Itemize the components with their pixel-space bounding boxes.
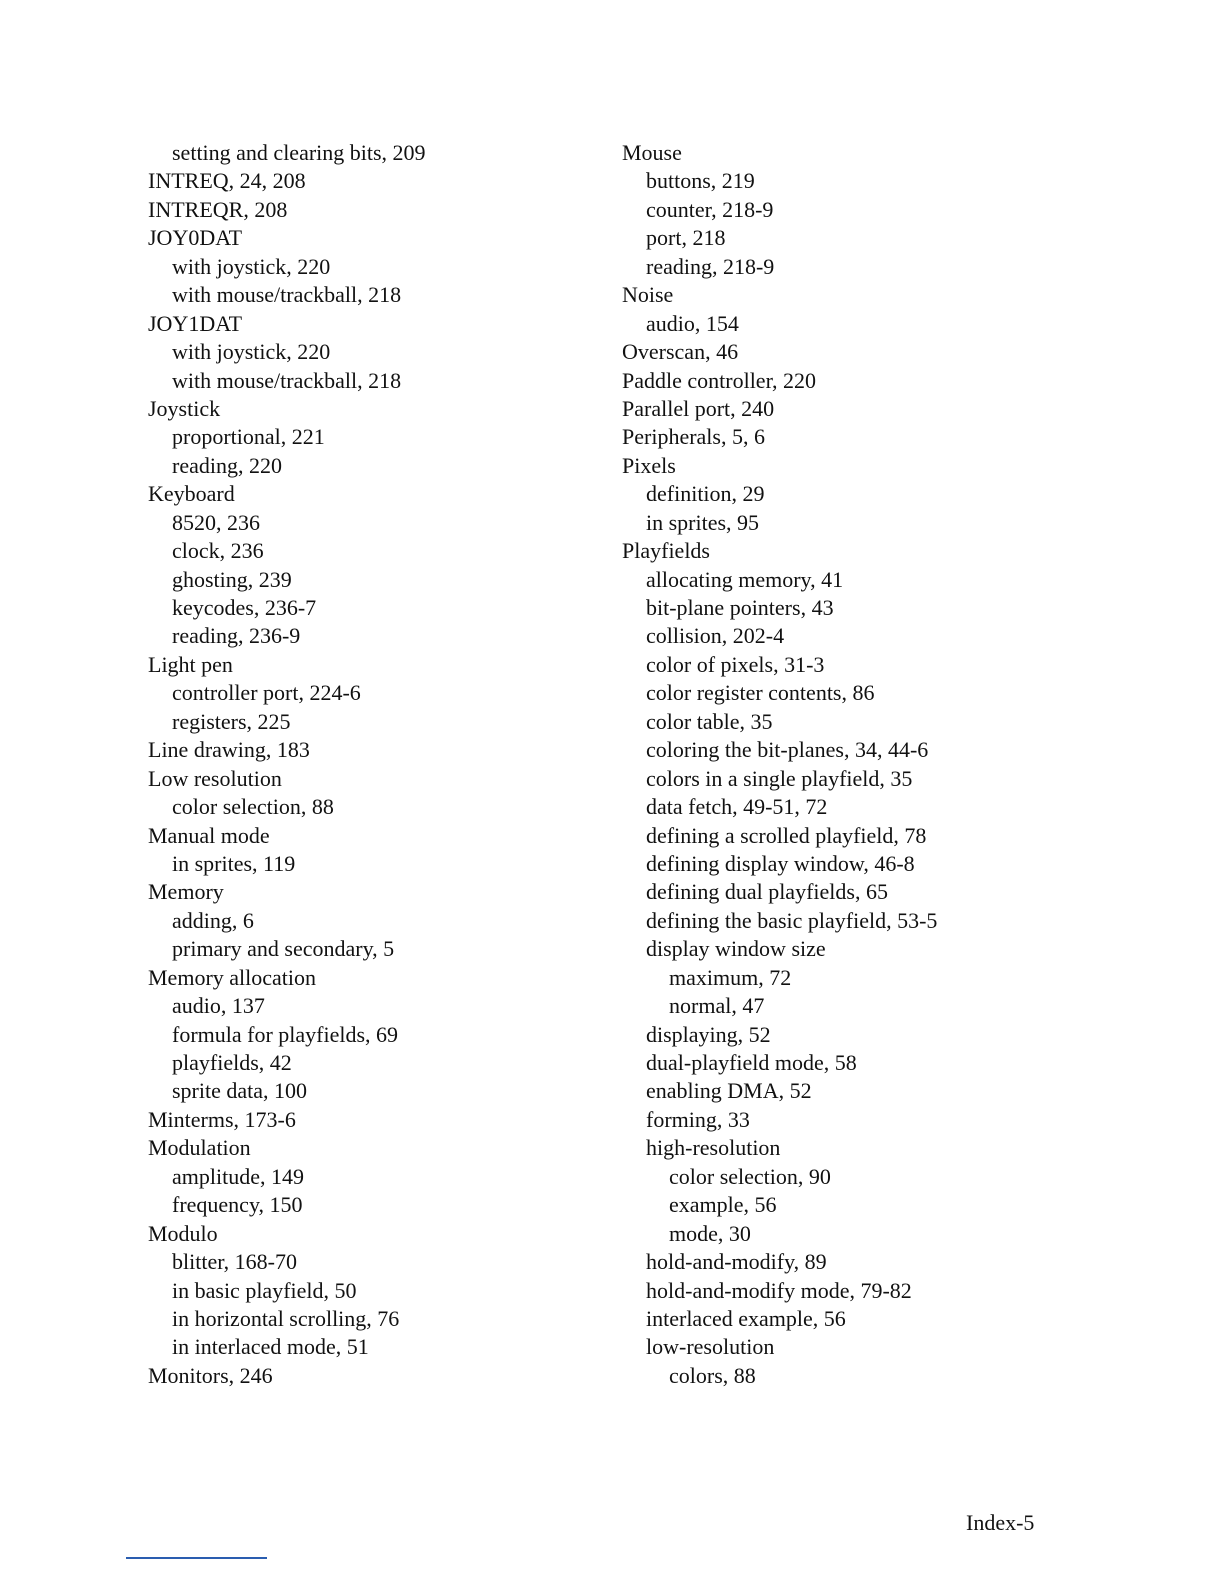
index-entry: Modulation bbox=[148, 1135, 251, 1161]
index-subentry: enabling DMA, 52 bbox=[646, 1078, 812, 1104]
index-subentry: in sprites, 95 bbox=[646, 509, 760, 535]
index-subsubentry: mode, 30 bbox=[669, 1220, 751, 1246]
index-subentry: dual-playfield mode, 58 bbox=[646, 1050, 857, 1075]
index-subentry: in interlaced mode, 51 bbox=[172, 1334, 369, 1360]
index-subentry: defining a scrolled playfield, 78 bbox=[646, 822, 927, 848]
index-subentry: primary and secondary, 5 bbox=[172, 936, 395, 962]
index-subentry: reading, 236-9 bbox=[172, 623, 301, 649]
index-subentry: formula for playfields, 69 bbox=[172, 1021, 399, 1047]
index-subentry: ghosting, 239 bbox=[172, 566, 292, 592]
index-subentry: low-resolution bbox=[646, 1334, 775, 1360]
index-entry: INTREQR, 208 bbox=[148, 196, 288, 222]
index-subentry: data fetch, 49-51, 72 bbox=[646, 794, 828, 820]
index-subentry: registers, 225 bbox=[172, 708, 291, 734]
index-subentry: hold-and-modify, 89 bbox=[646, 1249, 827, 1275]
index-subentry: reading, 218-9 bbox=[646, 253, 775, 279]
index-subsubentry: maximum, 72 bbox=[669, 964, 792, 990]
index-subentry: with joystick, 220 bbox=[172, 339, 331, 365]
index-subentry: in sprites, 119 bbox=[172, 850, 296, 876]
index-subentry: color of pixels, 31-3 bbox=[646, 651, 825, 677]
index-subentry: collision, 202-4 bbox=[646, 623, 785, 649]
index-subentry: definition, 29 bbox=[646, 481, 765, 507]
index-subentry: reading, 220 bbox=[172, 452, 282, 478]
index-column-left bbox=[148, 139, 568, 1390]
index-subentry: defining the basic playfield, 53-5 bbox=[646, 907, 938, 933]
index-entry: Minterms, 173-6 bbox=[148, 1106, 296, 1132]
index-subentry: keycodes, 236-7 bbox=[172, 595, 317, 620]
index-subentry: proportional, 221 bbox=[172, 424, 325, 450]
index-entry: INTREQ, 24, 208 bbox=[148, 168, 306, 194]
index-entry: Monitors, 246 bbox=[148, 1362, 273, 1388]
index-subentry: color selection, 88 bbox=[172, 794, 334, 820]
index-column-right bbox=[622, 139, 1062, 1390]
index-entry: Line drawing, 183 bbox=[148, 737, 310, 763]
index-subentry: in horizontal scrolling, 76 bbox=[172, 1305, 400, 1331]
index-subentry: defining display window, 46-8 bbox=[646, 850, 915, 876]
index-subsubentry: color selection, 90 bbox=[669, 1163, 831, 1189]
index-subentry: with joystick, 220 bbox=[172, 253, 331, 279]
index-entry: Keyboard bbox=[148, 481, 235, 507]
index-subentry: forming, 33 bbox=[646, 1106, 750, 1132]
index-subentry: playfields, 42 bbox=[172, 1050, 292, 1075]
index-subentry: port, 218 bbox=[646, 225, 726, 251]
index-entry: Light pen bbox=[148, 651, 233, 677]
index-entry: Mouse bbox=[622, 140, 682, 165]
index-subentry: in basic playfield, 50 bbox=[172, 1277, 357, 1303]
index-subentry: with mouse/trackball, 218 bbox=[172, 282, 402, 308]
index-entry: Paddle controller, 220 bbox=[622, 367, 817, 393]
index-subentry: defining dual playfields, 65 bbox=[646, 879, 888, 905]
index-subentry: with mouse/trackball, 218 bbox=[172, 367, 402, 393]
index-subsubentry: colors, 88 bbox=[669, 1362, 756, 1388]
index-subentry: audio, 154 bbox=[646, 310, 739, 336]
index-subentry: 8520, 236 bbox=[172, 509, 260, 535]
index-entry: JOY1DAT bbox=[148, 310, 243, 336]
index-subentry: setting and clearing bits, 209 bbox=[172, 140, 426, 165]
index-subentry: coloring the bit-planes, 34, 44-6 bbox=[646, 737, 929, 763]
index-entry: Memory bbox=[148, 879, 224, 905]
index-subentry: amplitude, 149 bbox=[172, 1163, 304, 1189]
footnote-rule bbox=[126, 1557, 267, 1559]
index-subentry: audio, 137 bbox=[172, 993, 265, 1019]
index-subentry: interlaced example, 56 bbox=[646, 1305, 846, 1331]
index-entry: Parallel port, 240 bbox=[622, 395, 775, 421]
index-subentry: clock, 236 bbox=[172, 538, 264, 564]
index-entry: Overscan, 46 bbox=[622, 339, 739, 365]
index-subentry: controller port, 224-6 bbox=[172, 680, 361, 706]
index-entry: Joystick bbox=[148, 395, 221, 421]
index-entry: Peripherals, 5, 6 bbox=[622, 424, 765, 450]
index-entry: Manual mode bbox=[148, 822, 270, 848]
index-subentry: frequency, 150 bbox=[172, 1192, 303, 1218]
index-subentry: counter, 218-9 bbox=[646, 196, 774, 222]
index-entry: JOY0DAT bbox=[148, 225, 243, 251]
index-entry: Pixels bbox=[622, 452, 676, 478]
index-subsubentry: example, 56 bbox=[669, 1192, 777, 1218]
index-entry: Noise bbox=[622, 282, 674, 308]
index-subentry: bit-plane pointers, 43 bbox=[646, 595, 834, 620]
index-subentry: sprite data, 100 bbox=[172, 1078, 308, 1104]
index-subentry: blitter, 168-70 bbox=[172, 1249, 297, 1275]
index-subentry: allocating memory, 41 bbox=[646, 566, 844, 592]
index-subentry: displaying, 52 bbox=[646, 1021, 771, 1047]
index-subentry: buttons, 219 bbox=[646, 168, 755, 194]
page-number: Index-5 bbox=[966, 1510, 1035, 1535]
index-subentry: adding, 6 bbox=[172, 907, 254, 933]
index-subentry: high-resolution bbox=[646, 1135, 781, 1161]
index-entry: Modulo bbox=[148, 1220, 218, 1246]
index-subentry: hold-and-modify mode, 79-82 bbox=[646, 1277, 912, 1303]
index-subentry: colors in a single playfield, 35 bbox=[646, 765, 913, 791]
index-entry: Playfields bbox=[622, 538, 710, 564]
index-subentry: display window size bbox=[646, 936, 826, 962]
index-subentry: color table, 35 bbox=[646, 708, 773, 734]
index-subsubentry: normal, 47 bbox=[669, 993, 765, 1019]
index-entry: Memory allocation bbox=[148, 964, 317, 990]
index-subentry: color register contents, 86 bbox=[646, 680, 875, 706]
index-entry: Low resolution bbox=[148, 765, 282, 791]
